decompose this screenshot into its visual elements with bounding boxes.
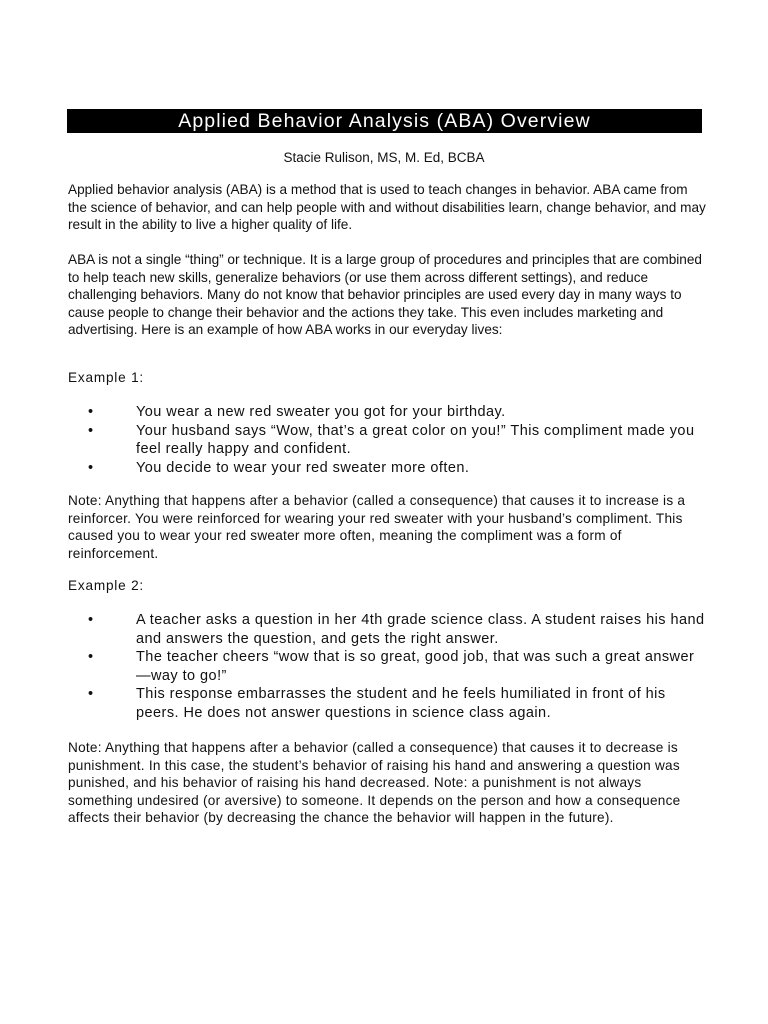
list-item xyxy=(68,459,708,478)
bullet-text: The teacher cheers “wow that is so great, good job, that was such a great answer—way to go!” xyxy=(136,649,695,684)
example-2-bullet-list xyxy=(68,611,708,722)
intro-paragraph: ABA is not a single “thing” or technique. It is a large group of procedures and principles that are combined to help teach new skills, generalize behaviors (or use them across different settings), and reduce challenging behaviors. Many do not know that behavior principles are used every day in many ways to cause people to change their behavior and the actions they take. This even includes marketing and advertising. Here is an example of how ABA works in our everyday lives: xyxy=(68,252,702,337)
example-1-label: Example 1: xyxy=(68,370,145,385)
bullet-text: You wear a new red sweater you got for your birthday. xyxy=(136,404,506,420)
bullet-glyph: • xyxy=(88,649,94,665)
bullet-glyph: • xyxy=(88,686,94,702)
bullet-glyph: • xyxy=(88,404,94,420)
bullet-text: You decide to wear your red sweater more often. xyxy=(136,459,470,476)
list-item xyxy=(68,403,708,422)
list-item xyxy=(68,685,708,722)
bullet-text: A teacher asks a question in her 4th grade science class. A student raises his hand and answers the question, and gets the right answer. xyxy=(136,612,705,647)
example-1-note: Note: Anything that happens after a behavior (called a consequence) that causes it to increase is a reinforcer. You were reinforced for wearing your red sweater with your husband’s compliment. This caused you to wear your red sweater more often, meaning the compliment was a form of reinforcement. xyxy=(68,493,686,561)
intro-paragraph: Applied behavior analysis (ABA) is a method that is used to teach changes in behavior. ABA came from the science of behavior, and can help people with and without disabilities learn, change behavior, and may result in the ability to live a higher quality of life. xyxy=(68,182,706,232)
list-item xyxy=(68,422,708,459)
document-author: Stacie Rulison, MS, M. Ed, BCBA xyxy=(283,150,485,165)
bullet-text: Your husband says “Wow, that’s a great color on you!” This compliment made you feel really happy and confident. xyxy=(136,422,695,457)
example-2-label: Example 2: xyxy=(68,578,145,593)
bullet-text: This response embarrasses the student and he feels humiliated in front of his peers. He does not answer questions in science class again. xyxy=(136,686,666,721)
example-2-note: Note: Anything that happens after a behavior (called a consequence) that causes it to decrease is punishment. In this case, the student’s behavior of raising his hand and answering a question was punished, and his behavior of raising his hand decreased. Note: a punishment is not always something undesired (or aversive) to someone. It depends on the person and how a consequence affects their behavior (by decreasing the chance the behavior will happen in the future). xyxy=(68,740,681,825)
list-item xyxy=(68,648,708,685)
bullet-glyph: • xyxy=(88,612,94,628)
bullet-glyph: • xyxy=(88,459,94,476)
bullet-glyph: • xyxy=(88,422,94,439)
example-1-bullet-list xyxy=(68,403,708,477)
document-title: Applied Behavior Analysis (ABA) Overview xyxy=(67,109,702,133)
list-item xyxy=(68,611,708,648)
